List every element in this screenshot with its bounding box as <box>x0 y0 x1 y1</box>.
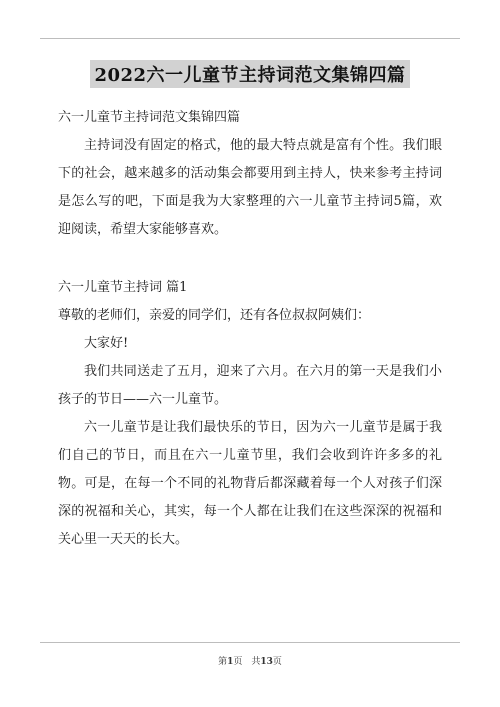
body-paragraph-2: 六一儿童节是让我们最快乐的节日，因为六一儿童节是属于我们自己的节日，而且在六一儿童节里，我们会收到许许多多的礼物。可是，在每一个不同的礼物背后都深藏着每一个人对孩子们深深的祝福和关心，其实，每一个人都在让我们在这些深深的祝福和关心里一天天的长大。 <box>58 420 442 547</box>
page-suffix: 页 <box>272 657 282 667</box>
page-total: 13 <box>260 657 273 667</box>
page-current: 1 <box>227 657 234 667</box>
page-prefix: 第 <box>218 657 228 667</box>
page-footer <box>0 654 500 667</box>
page-mid: 页 共 <box>233 657 261 667</box>
section-gap <box>58 244 442 274</box>
salutation: 尊敬的老师们，亲爱的同学们，还有各位叔叔阿姨们： <box>58 308 371 323</box>
section-heading: 六一儿童节主持词 篇1 <box>58 280 188 295</box>
document-title: 2022六一儿童节主持词范文集锦四篇 <box>90 60 409 88</box>
body-paragraph-1: 我们共同送走了五月，迎来了六月。在六月的第一天是我们小孩子的节日——六一儿童节。 <box>58 364 442 407</box>
greeting: 大家好! <box>84 336 129 351</box>
header-rule <box>40 38 460 39</box>
title-container <box>0 60 500 88</box>
document-body <box>58 104 442 554</box>
intro-paragraph: 主持词没有固定的格式，他的最大特点就是富有个性。我们眼下的社会，越来越多的活动集会都要用到主持人，快来参考主持词是怎么写的吧，下面是我为大家整理的六一儿童节主持词5篇，欢迎阅读，希望大家能够喜欢。 <box>58 138 442 237</box>
document-subtitle: 六一儿童节主持词范文集锦四篇 <box>58 110 241 125</box>
footer-rule <box>40 642 460 643</box>
